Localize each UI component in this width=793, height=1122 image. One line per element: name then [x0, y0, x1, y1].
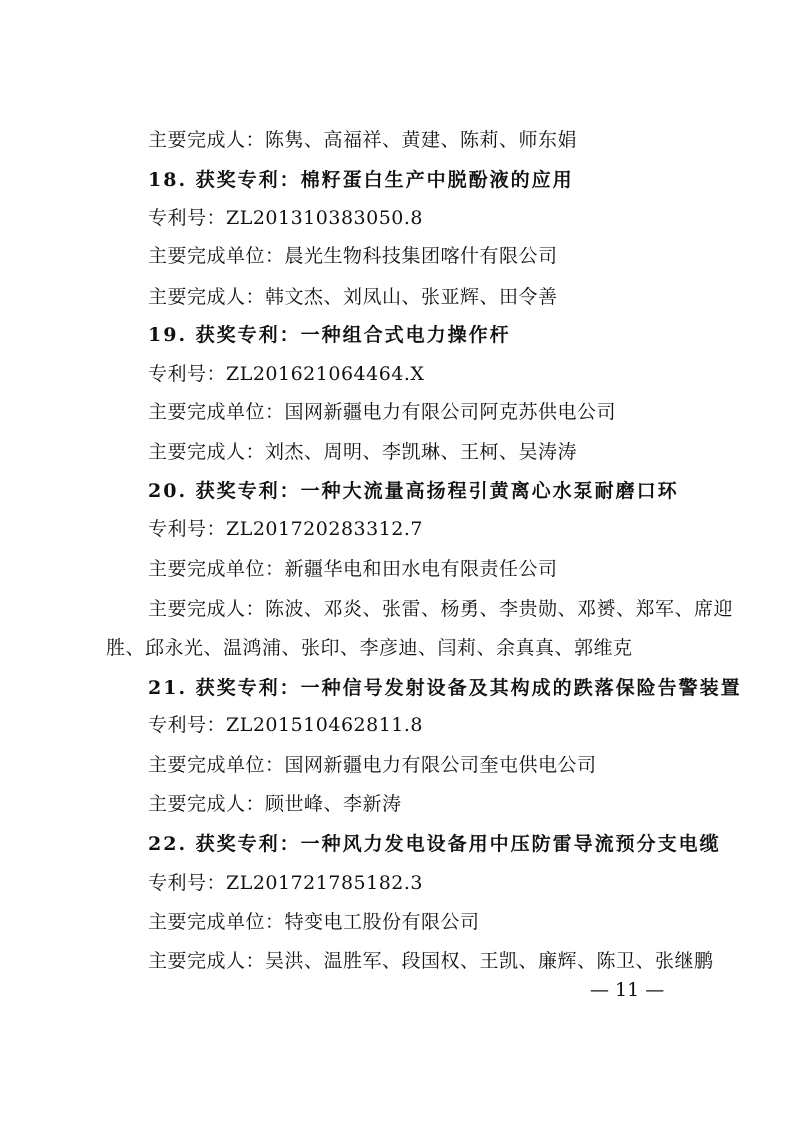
completers-line-continued: 胜、邱永光、温鸿浦、张印、李彦迪、闫莉、余真真、郭维克 — [106, 637, 633, 659]
completers-line: 主要完成人：顾世峰、李新涛 — [148, 793, 402, 815]
completers-line: 主要完成人：陈隽、高福祥、黄建、陈莉、师东娟 — [148, 129, 578, 151]
patent-number: 专利号：ZL201510462811.8 — [148, 714, 424, 736]
completer-unit-line: 主要完成单位：国网新疆电力有限公司奎屯供电公司 — [148, 754, 597, 776]
completer-unit-line: 主要完成单位：新疆华电和田水电有限责任公司 — [148, 558, 558, 580]
completers-line: 主要完成人：韩文杰、刘凤山、张亚辉、田令善 — [148, 286, 558, 308]
award-patent-heading-21: 21. 获奖专利：一种信号发射设备及其构成的跌落保险告警装置 — [148, 677, 742, 699]
page-number: — 11 — — [590, 979, 665, 1001]
completers-line: 主要完成人：刘杰、周明、李凯琳、王柯、吴涛涛 — [148, 441, 578, 463]
patent-number: 专利号：ZL201721785182.3 — [148, 872, 424, 894]
patent-number: 专利号：ZL201310383050.8 — [148, 207, 424, 229]
completer-unit-line: 主要完成单位：国网新疆电力有限公司阿克苏供电公司 — [148, 401, 617, 423]
award-patent-heading-20: 20. 获奖专利：一种大流量高扬程引黄离心水泵耐磨口环 — [148, 480, 679, 502]
patent-number: 专利号：ZL201720283312.7 — [148, 518, 424, 540]
completers-line: 主要完成人：陈波、邓炎、张雷、杨勇、李贵勋、邓赟、郑军、席迎 — [148, 598, 734, 620]
award-patent-heading-19: 19. 获奖专利：一种组合式电力操作杆 — [148, 324, 511, 346]
patent-number: 专利号：ZL201621064464.X — [148, 363, 425, 385]
award-patent-heading-18: 18. 获奖专利：棉籽蛋白生产中脱酚液的应用 — [148, 169, 574, 191]
award-patent-heading-22: 22. 获奖专利：一种风力发电设备用中压防雷导流预分支电缆 — [148, 833, 721, 855]
completers-line: 主要完成人：吴洪、温胜军、段国权、王凯、廉辉、陈卫、张继鹏 — [148, 950, 714, 972]
completer-unit-line: 主要完成单位：特变电工股份有限公司 — [148, 911, 480, 933]
completer-unit-line: 主要完成单位：晨光生物科技集团喀什有限公司 — [148, 245, 558, 267]
